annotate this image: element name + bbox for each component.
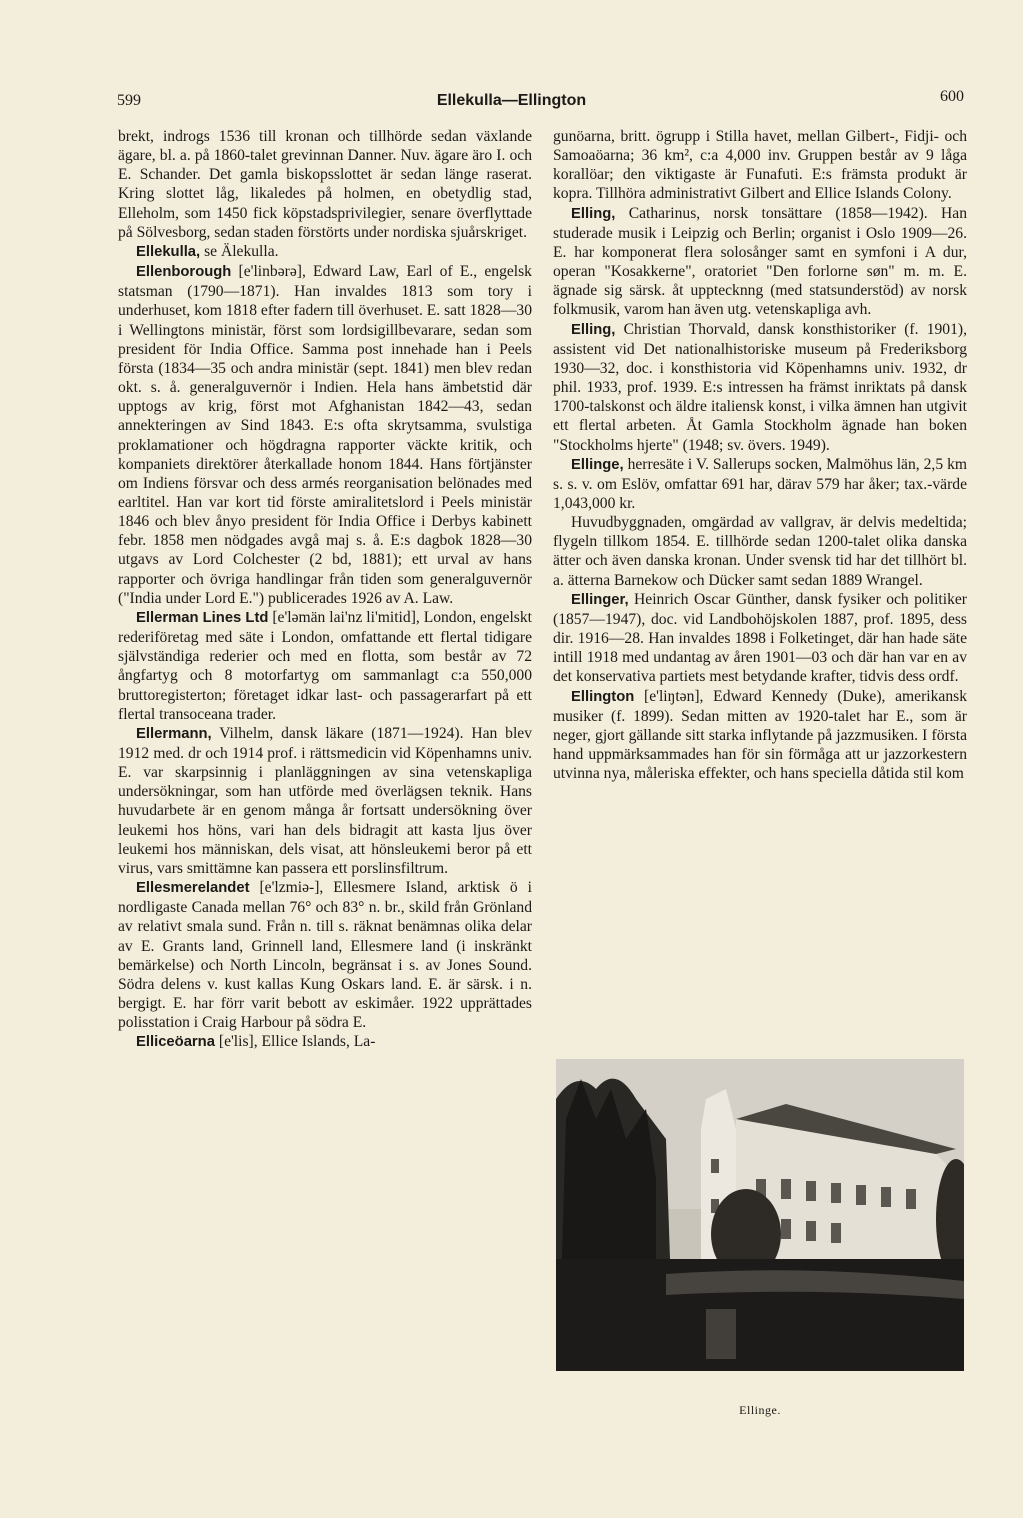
entry-ellermann: Ellermann, Vilhelm, dansk läkare (1871—1924). Han blev 1912 med. dr och 1914 prof. i rättsmedicin vid Köpenhamns univ. E. var skarpsinnig i planläggningen av sina vetenskapliga undersökningar, som han utförde med överlägsen teknik. Hans huvudarbete är en genom många år fortsatt undersökning över leukemi hos höns, vari han dels bidragit att kasta ljus över leukemi hos människan, dels visat, att hönsleukemi beror på ett virus, vars smittämne kan passera ett porslinsfiltrum. [118,724,532,877]
entry-elling-christian: Elling, Christian Thorvald, dansk konsthistoriker (f. 1901), assistent vid Det nationalhistoriske museum på Frederiksborg 1930—32, doc. i konsthistoria vid Köpenhamns univ. 1932, dr phil. 1933, prof. 1939. E:s intressen ha främst inriktats på dansk 1700-talskonst och äldre italiensk konst, i vilka ämnen han utgivit ett flertal arbeten. Åt Gamla Stockholm ägnade han boken "Stockholms hjerte" (1948; sv. övers. 1949). [553,320,967,454]
entry-paragraph: gunöarna, britt. ögrupp i Stilla havet, mellan Gilbert-, Fidji- och Samoaöarna; 36 km², c:a 4,000 inv. Gruppen består av 9 låga korallöar; den viktigaste är Funafuti. E:s främsta produkt är kopra. Tillhöra administrativt Gilbert and Ellice Islands Colony. [553,128,967,203]
page-number-left: 599 [117,92,141,109]
entry-elling-catharinus: Elling, Catharinus, norsk tonsättare (1858—1942). Han studerade musik i Leipzig och Berlin; organist i Oslo 1909—26. E. har komponerat flera solosånger samt en symfoni i A dur, operan "Kosakkerne", oratoriet "Den forlorne søn" m. m. E. ägnade sig särsk. åt upptecknng (med statsunderstöd) av norsk folkmusik, varom han även utg. vetenskapliga avh. [553,204,967,319]
headword: Elling, [571,321,616,338]
page-number-right: 600 [940,88,964,105]
ellinge-photo [556,1059,964,1371]
headword: Ellerman Lines Ltd [136,609,269,626]
headword: Ellinge, [571,456,624,473]
entry-ellesmerelandet: Ellesmerelandet [e'lzmiə-], Ellesmere Island, arktisk ö i nordligaste Canada mellan 76° och 83° n. br., skild från Grönland av relativt smala sund. Från n. till s. räknat benämnas olika delar av E. Grants land, Grinnell land, Ellesmere land (i inskränkt bemärkelse) och North Lincoln, begränsat i s. av Jones Sound. Södra delens v. kust kallas Kung Oskars land. E. är särsk. i n. bergigt. E. har förr varit bebott av eskimåer. 1922 upprättades polisstation i Craig Harbour på södra E. [118,879,532,1032]
left-column [118,127,532,1053]
headword: Ellinger, [571,591,629,608]
entry-elliceoarna: Elliceöarna [e'lis], Ellice Islands, La- [136,1033,376,1051]
figure-caption: Ellinge. [739,1403,781,1417]
entry-paragraph: brekt, indrogs 1536 till kronan och tillhörde sedan växlande ägare, bl. a. på 1860-talet grevinnan Danner. Nuv. ägare äro I. och E. Schander. Det gamla biskopsslottet är sedan länge raserat. Kring slottet låg, likaledes på holmen, en obetydlig stad, Elleholm, som 1450 fick köpstadsprivilegier, senare överflyttade på Sölvesborg, sedan staden förstörts under nordiska sjuårskriget. [118,128,532,241]
headword: Ellenborough [136,264,232,281]
entry-ellinger: Ellinger, Heinrich Oscar Günther, dansk fysiker och politiker (1857—1947), doc. vid Landbohöjskolen 1887, prof. 1895, dess dir. 1916—28. Han invaldes 1898 i Folketinget, där han hade säte intill 1918 med undantag av åren 1901—03 och där han var en av det konservativa partiets mest betydande krafter, tidvis dess ordf. [553,590,967,686]
entry-ellington: Ellington [e'liŋtən], Edward Kennedy (Duke), amerikansk musiker (f. 1899). Sedan mitten av 1920-talet har E., som är neger, gjort gällande sitt starka inflytande på jazzmusiken. I första hand uppmärksammades han för sin förmåga att ur jazzorkestern utvinna nya, måleriska effekter, och hans speciella dåtida stil kom [553,687,968,783]
headword: Ellermann, [136,725,212,742]
ellinge-photo-illustration [556,1059,964,1371]
entry-paragraph: Huvudbyggnaden, omgärdad av vallgrav, är delvis medeltida; flygeln tillkom 1854. E. tillhörde sedan 1200-talet olika danska ätter och även danska kronan. Under svensk tid har det tillhört bl. a. ätterna Barnekow och Dücker samt sedan 1889 Wrangel. [553,514,967,589]
headword: Ellesmerelandet [136,880,250,897]
entry-ellerman-lines: Ellerman Lines Ltd [e'ləmän lai'nz li'mitid], London, engelskt rederiföretag med säte i London, omfattande ett flertal tidigare självständiga rederier och med en flotta, som består av 72 ångfartyg och 8 motorfartyg om sammanlagt c:a 550,000 bruttoregisterton; företaget idkar last- och passagerarfart på ett flertal transoceana trader. [118,608,532,723]
running-title: Ellekulla—Ellington [436,92,587,109]
headword: Elliceöarna [136,1034,215,1051]
headword: Ellekulla, [136,243,201,260]
entry-ellinge: Ellinge, herresäte i V. Sallerups socken, Malmöhus län, 2,5 km s. s. v. om Eslöv, omfattar 691 har, därav 579 har åker; tax.-värde 1,043,000 kr. [553,455,968,512]
entry-ellenborough: Ellenborough [e'linbərə], Edward Law, Earl of E., engelsk statsman (1790—1871). Han invaldes 1813 som tory i underhuset, kom 1818 efter fadern till överhuset. E. satt 1828—30 i Wellingtons ministär, först som lordsigillbevarare, sedan som president för India Office. Samma post innehade han i Peels första (1834—35 och andra ministär (sept. 1841) men blev redan okt. s. å. generalguvernör i Indien. Hela hans ämbetstid där upptogs av krig, först mot Afghanistan 1842—43, sedan annekteringen av Sind 1843. E:s ofta skrytsamma, svulstiga proklamationer och högdragna rapporter väckte kritik, och kompaniets direktörer återkallade honom 1844. Hans förtjänster om Indiens försvar och dess armés reorganisation belönades med earltitel. Han var kort tid förste amiralitetslord i Peels ministär 1846 och blev ånyo president för India Office i Derbys kabinett febr. 1858 men nödgades avgå maj s. å. E:s dagbok 1828—30 utgavs av Lord Colchester (2 bd, 1881); ett urval av hans rapporter och övriga handlingar från tiden som generalguvernör ("India under Lord E.") publicerades 1926 av A. Law. [118,263,533,607]
right-column [553,127,967,783]
headword: Ellington [571,688,635,705]
headword: Elling, [571,205,616,222]
entry-ellekulla: Ellekulla, se Älekulla. [136,242,279,260]
